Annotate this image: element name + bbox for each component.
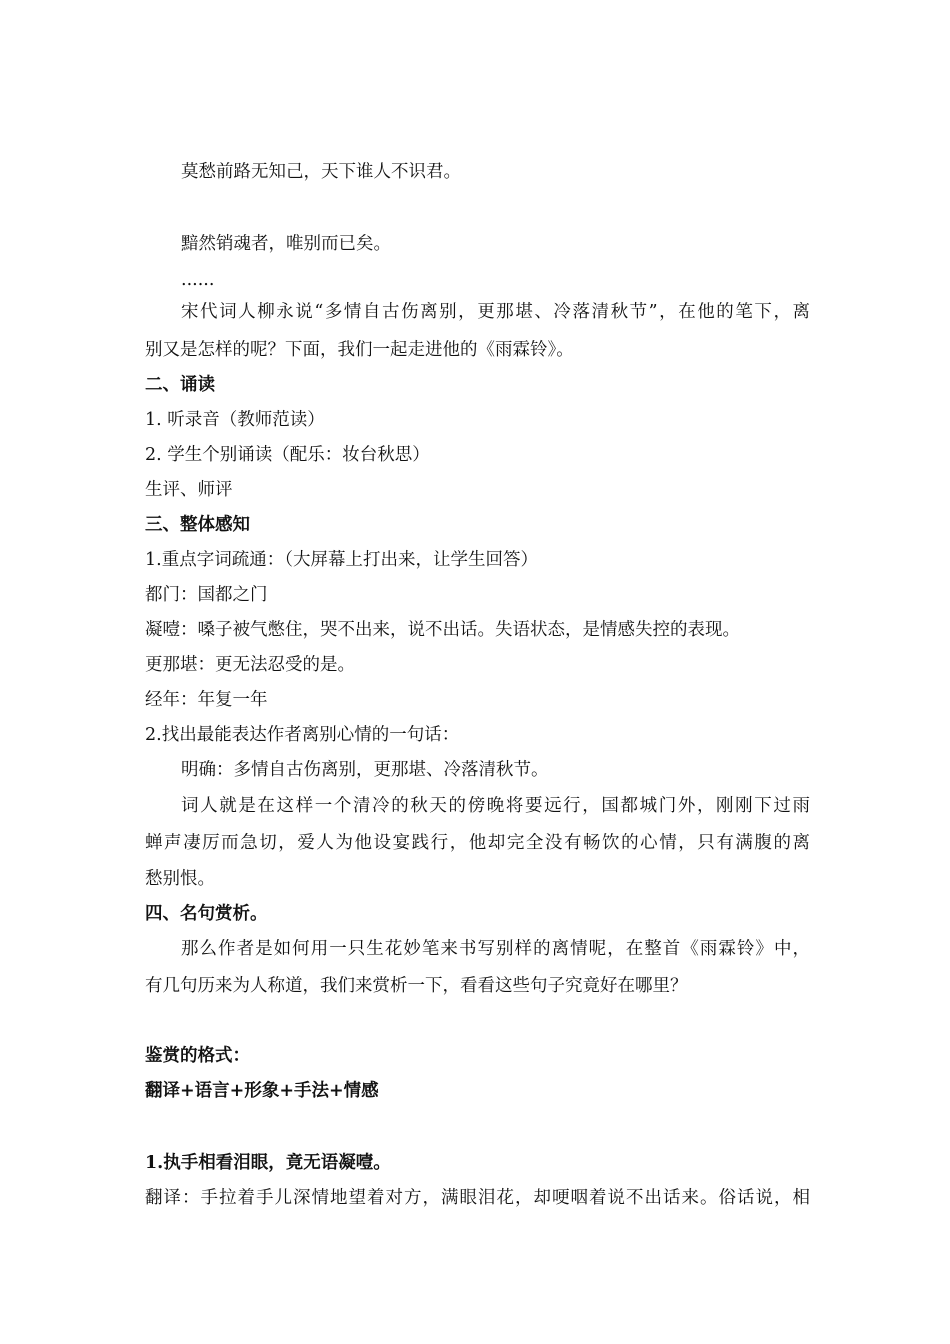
section-heading: 四、名句赏析。 — [145, 904, 268, 924]
quote-heading: 1.执手相看泪眼，竟无语凝噎。 — [145, 1153, 391, 1173]
vocab-entry: 凝噎：嗓子被气憋住，哭不出来，说不出话。失语状态，是情感失控的表现。 — [145, 620, 740, 640]
list-item: 1. 听录音（教师范读） — [145, 410, 325, 430]
body-text: 生评、师评 — [145, 480, 233, 500]
section-heading: 二、诵读 — [145, 375, 215, 395]
analysis-paragraph-line: 那么作者是如何用一只生花妙笔来书写别样的离情呢，在整首《雨霖铃》中， — [181, 939, 810, 959]
explain-paragraph-line: 词人就是在这样一个清冷的秋天的傍晚将要远行，国都城门外，刚刚下过雨 — [181, 796, 810, 816]
poem-line: 莫愁前路无知己，天下谁人不识君。 — [181, 162, 461, 182]
list-item: 2.找出最能表达作者离别心情的一句话： — [145, 725, 460, 745]
vocab-entry: 经年：年复一年 — [145, 690, 268, 710]
ellipsis-line: ...... — [181, 270, 215, 290]
analysis-paragraph-line: 有几句历来为人称道，我们来赏析一下，看看这些句子究竟好在哪里？ — [145, 976, 688, 996]
translation-text: 翻译：手拉着手儿深情地望着对方，满眼泪花，却哽咽着说不出话来。俗话说，相 — [145, 1188, 810, 1208]
intro-paragraph-line: 别又是怎样的呢？下面，我们一起走进他的《雨霖铃》。 — [145, 340, 574, 360]
poem-line: 黯然销魂者，唯别而已矣。 — [181, 234, 391, 254]
format-title: 鉴赏的格式： — [145, 1046, 250, 1066]
list-item: 1.重点字词疏通：（大屏幕上打出来，让学生回答） — [145, 550, 538, 570]
vocab-entry: 都门：国都之门 — [145, 585, 268, 605]
intro-paragraph-line: 宋代词人柳永说“多情自古伤离别，更那堪、冷落清秋节”，在他的笔下，离 — [181, 302, 810, 322]
list-item: 2. 学生个别诵读（配乐：妆台秋思） — [145, 445, 430, 465]
answer-text: 明确：多情自古伤离别，更那堪、冷落清秋节。 — [181, 760, 549, 780]
section-heading: 三、整体感知 — [145, 515, 250, 535]
vocab-entry: 更那堪：更无法忍受的是。 — [145, 655, 355, 675]
explain-paragraph-line: 蝉声凄厉而急切，爱人为他设宴践行，他却完全没有畅饮的心情，只有满腹的离 — [145, 833, 810, 853]
explain-paragraph-line: 愁别恨。 — [145, 869, 215, 889]
format-formula: 翻译+语言+形象+手法+情感 — [145, 1081, 379, 1101]
